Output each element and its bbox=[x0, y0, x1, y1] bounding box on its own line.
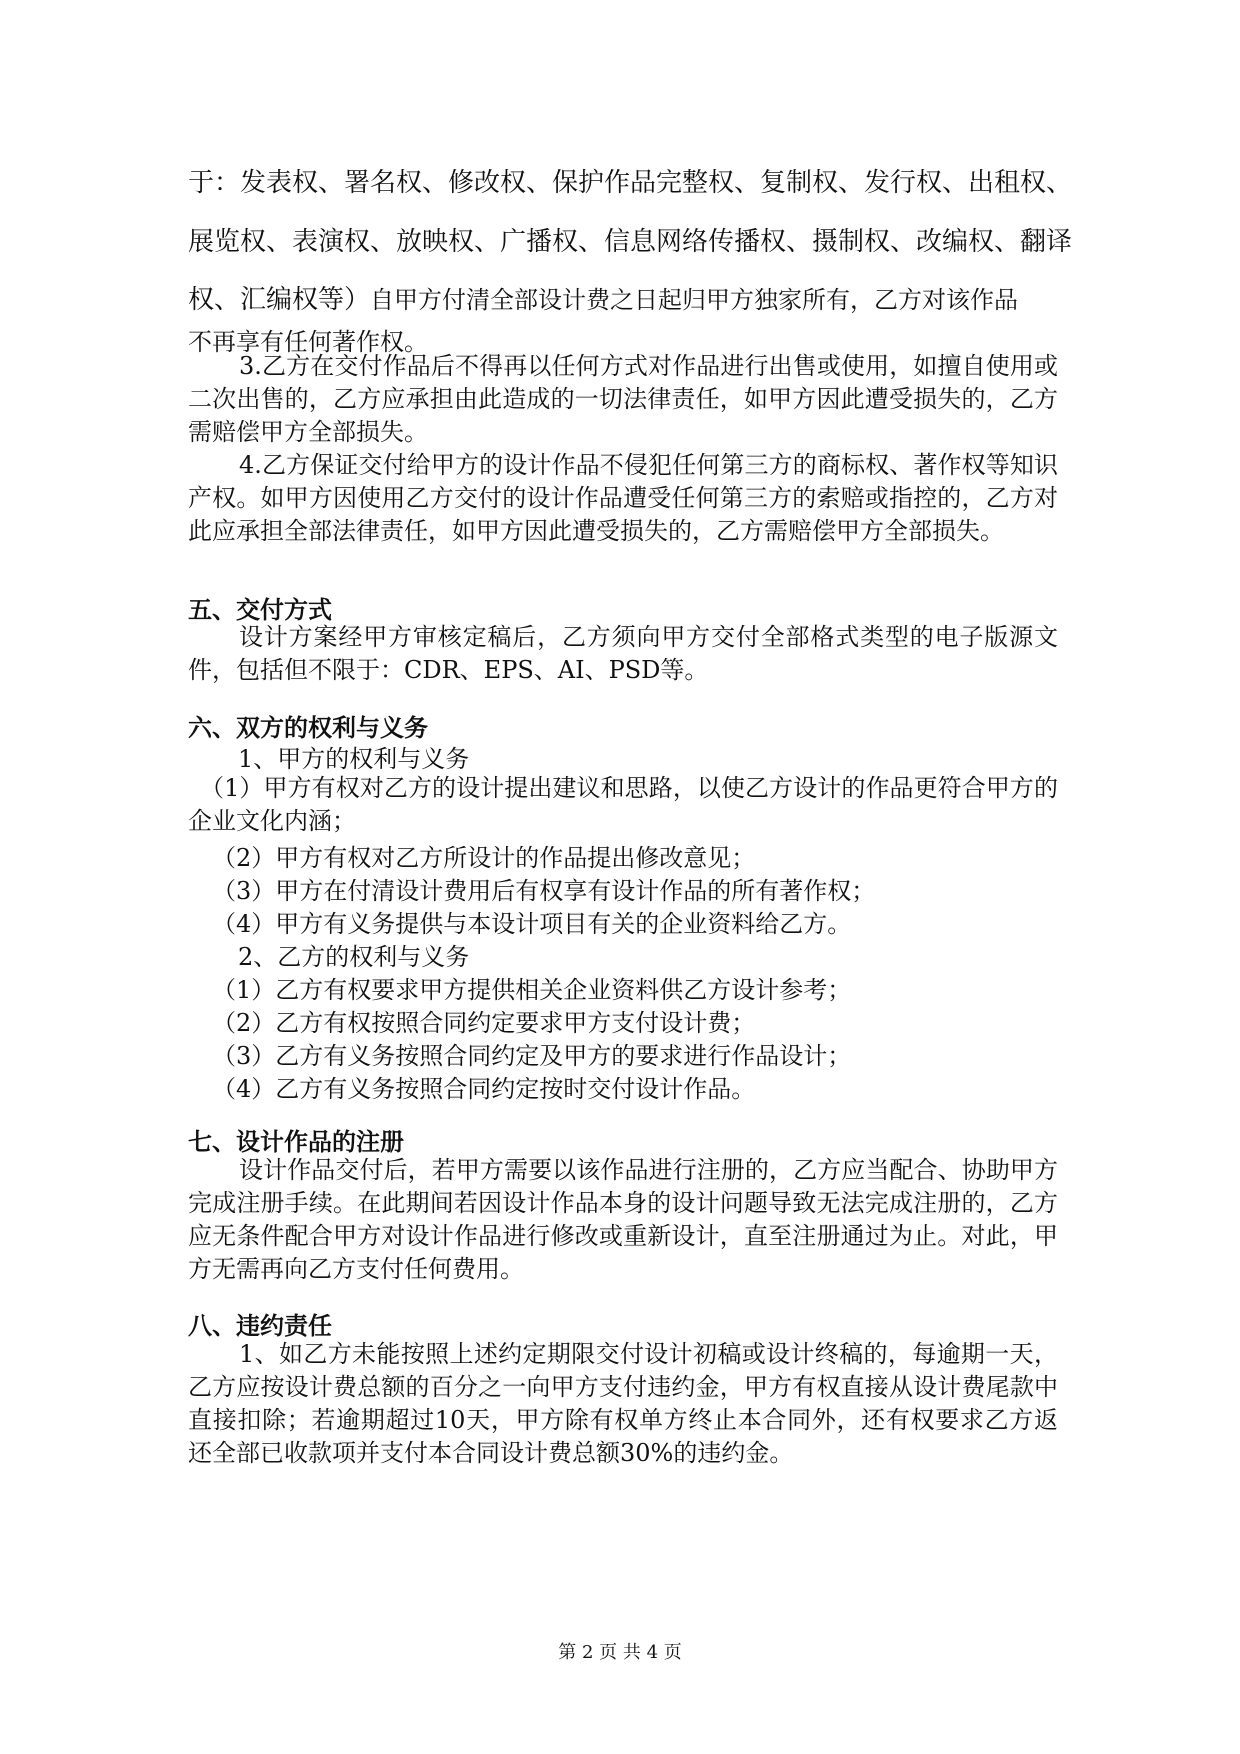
section-6-title: 六、双方的权利与义务 bbox=[188, 714, 428, 742]
section-6-b2: （2）乙方有权按照合同约定要求甲方支付设计费； bbox=[212, 1009, 756, 1037]
section-6-b1: （1）乙方有权要求甲方提供相关企业资料供乙方设计参考； bbox=[212, 976, 852, 1004]
page-number: 第 2 页 共 4 页 bbox=[558, 1642, 682, 1663]
section-6-a3: （3）甲方在付清设计费用后有权享有设计作品的所有著作权； bbox=[212, 877, 876, 905]
opening-line-2: 展览权、表演权、放映权、广播权、信息网络传播权、摄制权、改编权、翻译 bbox=[188, 227, 1073, 257]
section-7-title: 七、设计作品的注册 bbox=[188, 1128, 404, 1156]
section-7-body: 设计作品交付后，若甲方需要以该作品进行注册的，乙方应当配合、协助甲方完成注册手续。在此期间若因设计作品本身的设计问题导致无法完成注册的，乙方应无条件配合甲方对设计作品进行修改或重新设计，直至注册通过为止。对此，甲方无需再向乙方支付任何费用。 bbox=[188, 1156, 1058, 1283]
section-6-b3: （3）乙方有义务按照合同约定及甲方的要求进行作品设计； bbox=[212, 1042, 852, 1070]
section-8-title: 八、违约责任 bbox=[188, 1312, 332, 1340]
section-6-a2: （2）甲方有权对乙方所设计的作品提出修改意见； bbox=[212, 844, 756, 872]
opening-line-3-bold: 权、汇编权等） bbox=[188, 285, 371, 315]
section-6-sub-1: 1、甲方的权利与义务 bbox=[238, 745, 470, 773]
section-5-body: 设计方案经甲方审核定稿后，乙方须向甲方交付全部格式类型的电子版源文件，包括但不限于：CDR、EPS、AI、PSD等。 bbox=[188, 623, 1058, 684]
section-5-title: 五、交付方式 bbox=[188, 596, 332, 624]
section-6-sub-2: 2、乙方的权利与义务 bbox=[238, 943, 470, 971]
section-6-a1: （1）甲方有权对乙方的设计提出建议和思路，以使乙方设计的作品更符合甲方的企业文化内涵； bbox=[188, 774, 1058, 835]
opening-line-3 bbox=[188, 279, 1058, 316]
opening-line-4: 不再享有任何著作权。 bbox=[188, 328, 428, 356]
opening-line-3-rest: 自甲方付清全部设计费之日起归甲方独家所有，乙方对该作品 bbox=[370, 286, 1019, 314]
clause-4: 4.乙方保证交付给甲方的设计作品不侵犯任何第三方的商标权、著作权等知识产权。如甲方因使用乙方交付的设计作品遭受任何第三方的索赔或指控的，乙方对此应承担全部法律责任，如甲方因此遭受损失的，乙方需赔偿甲方全部损失。 bbox=[188, 451, 1058, 545]
section-6-a4: （4）甲方有义务提供与本设计项目有关的企业资料给乙方。 bbox=[212, 910, 852, 938]
clause-3: 3.乙方在交付作品后不得再以任何方式对作品进行出售或使用，如擅自使用或二次出售的，乙方应承担由此造成的一切法律责任，如甲方因此遭受损失的，乙方需赔偿甲方全部损失。 bbox=[188, 352, 1058, 446]
opening-line-1: 于：发表权、署名权、修改权、保护作品完整权、复制权、发行权、出租权、 bbox=[188, 168, 1073, 198]
section-6-b4: （4）乙方有义务按照合同约定按时交付设计作品。 bbox=[212, 1075, 756, 1103]
section-8-body: 1、如乙方未能按照上述约定期限交付设计初稿或设计终稿的，每逾期一天，乙方应按设计费总额的百分之一向甲方支付违约金，甲方有权直接从设计费尾款中直接扣除；若逾期超过10天，甲方除有权单方终止本合同外，还有权要求乙方返还全部已收款项并支付本合同设计费总额30%的违约金。 bbox=[188, 1340, 1058, 1467]
